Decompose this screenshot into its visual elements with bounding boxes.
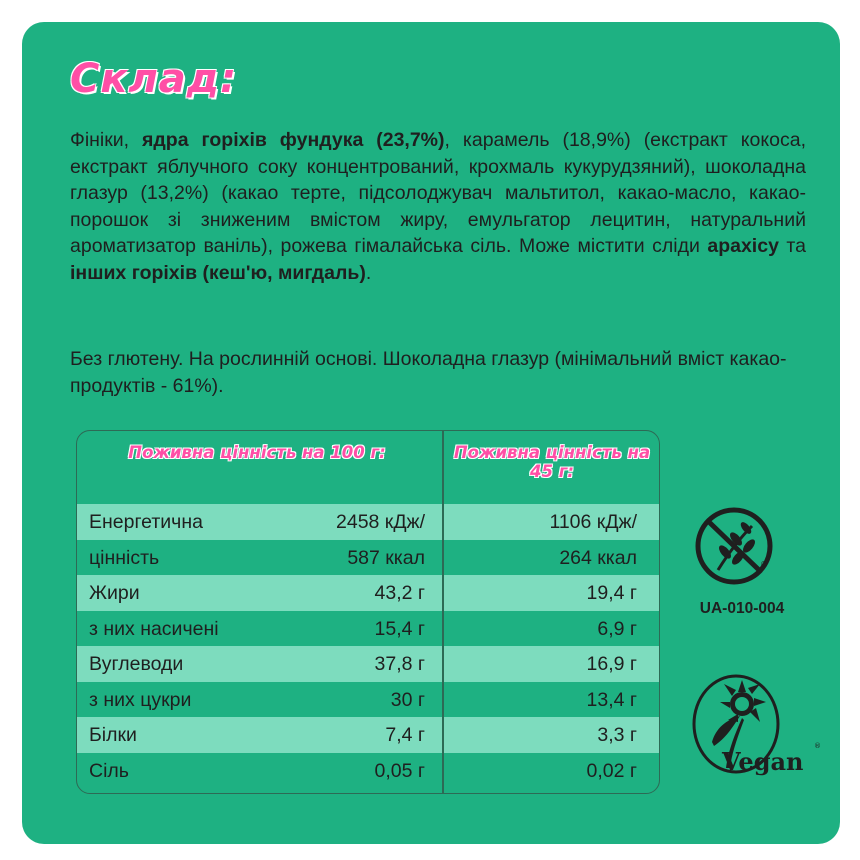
value-per-45g: 0,02 г xyxy=(586,759,637,782)
value-per-100g: 0,05 г xyxy=(374,759,425,782)
value-per-100g: 15,4 г xyxy=(374,617,425,640)
value-per-45g: 16,9 г xyxy=(586,653,637,675)
header-per-100g: Поживна цінність на 100 г: xyxy=(128,443,386,462)
value-per-45g: 264 ккал xyxy=(559,546,637,569)
header-per-45g: Поживна цінність на 45 г: xyxy=(453,443,651,481)
ingredients-text: Фініки, ядра горіхів фундука (23,7%), карамель (18,9%) (екстракт кокоса, екстракт яблучного соку концентрований, крохмаль кукурудзяний), шоколадна глазур (13,2%) (какао терте, підсолоджувач мальтитол, какао-масло, какао-порошок зі зниженим вмістом жиру, емульгатор лецитин, натуральний ароматизатор ваніль), рожева гімалайська сіль. Може містити сліди арахісу та інших горіхів (кеш'ю, мигдаль). xyxy=(70,129,806,284)
value-per-100g: 7,4 г xyxy=(385,724,425,746)
nutrient-name: Енергетична xyxy=(89,511,203,533)
table-row xyxy=(77,717,659,753)
value-per-100g: 2458 кДж/ xyxy=(336,511,425,533)
vegan-sunflower-icon xyxy=(686,672,824,782)
nutrition-table xyxy=(76,430,660,794)
gluten-free-code: UA-010-004 xyxy=(699,600,785,617)
value-per-45g: 19,4 г xyxy=(586,582,637,604)
table-row xyxy=(77,682,659,718)
table-row xyxy=(77,504,659,540)
svg-text:®: ® xyxy=(760,560,768,569)
value-per-100g: 30 г xyxy=(390,688,425,711)
value-per-45g: 13,4 г xyxy=(586,688,637,711)
nutrient-name: Жири xyxy=(89,582,140,604)
value-per-100g: 43,2 г xyxy=(374,582,425,604)
nutrition-table-header xyxy=(77,431,659,499)
svg-text:®: ® xyxy=(814,742,821,750)
value-per-45g: 3,3 г xyxy=(597,724,637,746)
nutrient-name: Білки xyxy=(89,724,137,746)
value-per-100g: 37,8 г xyxy=(374,653,425,675)
table-row xyxy=(77,540,659,576)
table-row xyxy=(77,611,659,647)
nutrient-name: цінність xyxy=(89,546,160,569)
nutrient-name: Вуглеводи xyxy=(89,653,184,675)
gluten-free-icon xyxy=(694,506,774,586)
value-per-45g: 6,9 г xyxy=(597,617,637,640)
vegan-label: Vegan xyxy=(722,747,804,776)
value-per-45g: 1106 кДж/ xyxy=(549,511,637,533)
composition-title: Склад: xyxy=(70,56,238,102)
table-row xyxy=(77,575,659,611)
nutrient-name: з них насичені xyxy=(89,617,219,640)
dietary-note: Без глютену. На рослинній основі. Шоколадна глазур (мінімальний вміст какао-продуктів - 61%). xyxy=(70,348,787,397)
value-per-100g: 587 ккал xyxy=(347,546,425,569)
nutrient-name: Сіль xyxy=(89,759,129,782)
table-row xyxy=(77,646,659,682)
table-row xyxy=(77,753,659,789)
column-divider xyxy=(442,431,444,793)
nutrient-name: з них цукри xyxy=(89,688,192,711)
